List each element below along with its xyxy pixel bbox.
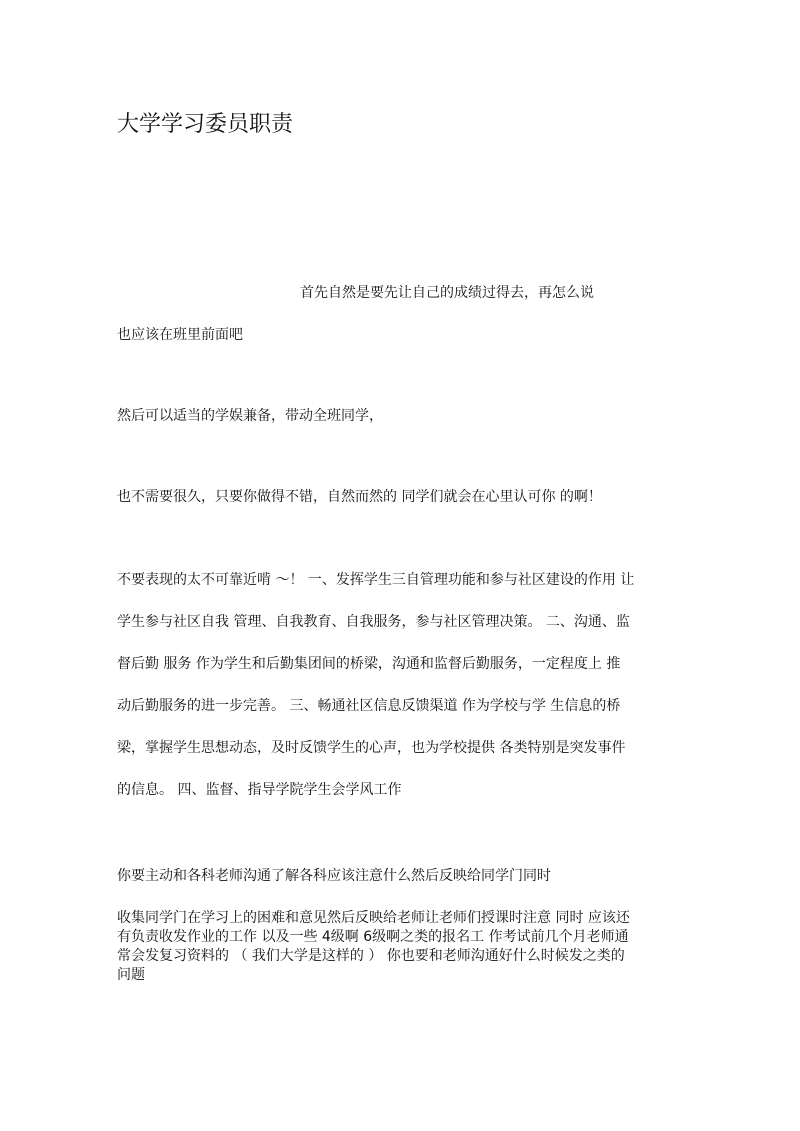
text-line: 你要主动和各科老师沟通了解各科应该注意什么然后反映给同学门同时	[117, 868, 551, 884]
text-line: 首先自然是要先让自己的成绩过得去，再怎么说	[300, 285, 594, 301]
final-paragraph	[117, 909, 677, 985]
paragraph-line: 常会发复习资料的 （ 我们大学是这样的 ） 你也要和老师沟通好什么时候发之类的	[117, 948, 625, 964]
text-line: 动后勤服务的进一步完善。 三、畅通社区信息反馈渠道 作为学校与学 生信息的桥	[117, 698, 621, 714]
text-line: 督后勤 服务 作为学生和后勤集团间的桥梁，沟通和监督后勤服务，一定程度上 推	[117, 656, 621, 672]
text-line: 不要表现的太不可靠近啃 ～！ 一、发挥学生三自管理功能和参与社区建设的作用 让	[117, 572, 635, 588]
text-line: 也应该在班里前面吧	[117, 327, 243, 343]
paragraph-line: 有负责收发作业的工作 以及一些 4级啊 6级啊之类的报名工 作考试前几个月老师通	[117, 929, 629, 945]
document-title: 大学学习委员职责	[117, 112, 294, 137]
text-line: 的信息。 四、监督、指导学院学生会学风工作	[117, 782, 402, 798]
text-line: 然后可以适当的学娱兼备，带动全班同学，	[117, 408, 383, 424]
text-line: 学生参与社区自我 管理、自我教育、自我服务，参与社区管理决策。 二、沟通、监	[117, 614, 630, 630]
text-line: 也不需要很久，只要你做得不错，自然而然的 同学们就会在心里认可你 的啊！	[117, 489, 602, 505]
paragraph-line: 收集同学门在学习上的困难和意见然后反映给老师让老师们授课时注意 同时 应该还	[117, 910, 630, 926]
text-line: 梁，掌握学生思想动态，及时反馈学生的心声，也为学校提供 各类特别是突发事件	[117, 740, 626, 756]
paragraph-line: 问题	[117, 967, 145, 983]
